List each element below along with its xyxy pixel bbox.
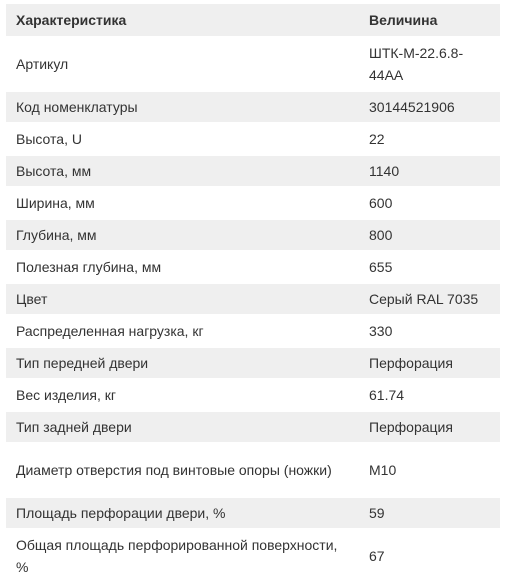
row-name: Диаметр отверстия под винтовые опоры (ножки) [16,462,332,478]
row-value: Перфорация [369,355,453,371]
row-value: 330 [369,323,393,339]
table-row [6,348,500,380]
row-name: Вес изделия, кг [16,387,117,403]
row-value: ШТК-М-22.6.8-44АА [369,45,464,83]
row-value: 67 [369,548,385,564]
table-row [6,124,500,156]
table-row [6,92,500,124]
row-value: 600 [369,195,393,211]
row-name: Ширина, мм [16,195,95,211]
spec-table [6,4,500,584]
row-name: Высота, U [16,131,82,147]
table-row [6,412,500,444]
row-name: Полезная глубина, мм [16,259,162,275]
row-value: 61.74 [369,387,405,403]
table-row [6,284,500,316]
row-name: Высота, мм [16,163,92,179]
table-row [6,316,500,348]
table-header [6,4,500,38]
row-value: 22 [369,131,385,147]
row-name: Тип передней двери [16,355,149,371]
table-row [6,498,500,530]
header-name: Характеристика [16,12,127,28]
table-row [6,252,500,284]
row-value: 1140 [369,163,400,179]
row-name: Общая площадь перфорированной поверхности, % [16,537,338,575]
table-row [6,188,500,220]
table-row [6,530,500,584]
row-name: Код номенклатуры [16,99,138,115]
header-value: Величина [369,12,438,28]
row-value: Серый RAL 7035 [369,291,479,307]
row-name: Тип задней двери [16,419,132,435]
row-name: Глубина, мм [16,227,97,243]
table-row [6,156,500,188]
row-value: Перфорация [369,419,453,435]
row-value: 59 [369,505,385,521]
table-row [6,444,500,498]
row-name: Цвет [16,291,48,307]
row-name: Распределенная нагрузка, кг [16,323,204,339]
row-value: 655 [369,259,393,275]
table-row [6,38,500,92]
row-value: М10 [369,462,397,478]
row-value: 800 [369,227,393,243]
table-row [6,380,500,412]
table-row [6,220,500,252]
row-value: 30144521906 [369,99,455,115]
row-name: Площадь перфорации двери, % [16,505,226,521]
row-name: Артикул [16,56,69,72]
